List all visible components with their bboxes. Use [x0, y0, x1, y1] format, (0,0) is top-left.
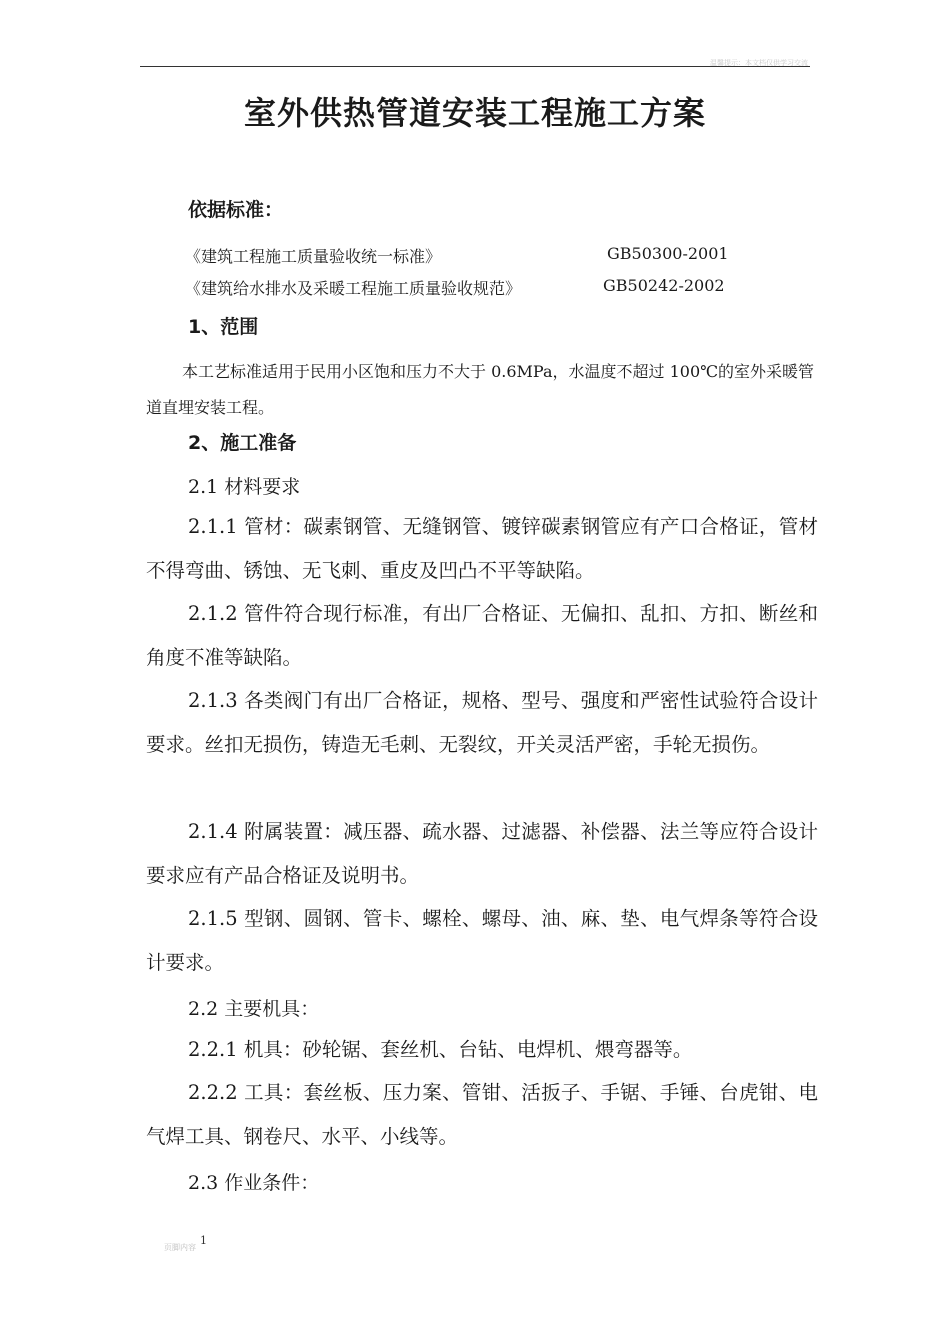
subsection-2-1-heading: 2.1 材料要求	[188, 476, 301, 498]
paragraph-2-1-1: 2.1.1 管材：碳素钢管、无缝钢管、镀锌碳素钢管应有产口合格证，管材不得弯曲、锈蚀、无飞刺、重皮及凹凸不平等缺陷。	[146, 515, 818, 582]
basis-heading: 依据标准：	[188, 199, 284, 221]
section-1-heading: 1、范围	[188, 316, 259, 338]
standard-line-2	[185, 276, 725, 299]
paragraph-2-2-1: 2.2.1 机具：砂轮锯、套丝机、台钻、电焊机、煨弯器等。	[188, 1038, 693, 1061]
paragraph-2-1-5: 2.1.5 型钢、圆钢、管卡、螺栓、螺母、油、麻、垫、电气焊条等符合设计要求。	[146, 907, 818, 974]
paragraph-2-1-3: 2.1.3 各类阀门有出厂合格证，规格、型号、强度和严密性试验符合设计要求。丝扣无损伤，铸造无毛刺、无裂纹，开关灵活严密，手轮无损伤。	[146, 689, 818, 756]
standard-code: GB50242-2002	[603, 276, 725, 295]
paragraph-2-1-4: 2.1.4 附属装置：减压器、疏水器、过滤器、补偿器、法兰等应符合设计要求应有产品合格证及说明书。	[146, 820, 818, 887]
subsection-2-2-heading: 2.2 主要机具：	[188, 998, 320, 1020]
paragraph-2-2-2: 2.2.2 工具：套丝板、压力案、管钳、活扳子、手锯、手锤、台虎钳、电气焊工具、钢卷尺、水平、小线等。	[146, 1081, 818, 1148]
section-1-text: 本工艺标准适用于民用小区饱和压力不大于 0.6MPa，水温度不超过 100℃的室外采暖管道直埋安装工程。	[146, 362, 815, 417]
section-2-heading: 2、施工准备	[188, 432, 297, 454]
standard-line-1	[185, 244, 729, 267]
standard-name: 《建筑工程施工质量验收统一标准》	[185, 247, 442, 266]
header-watermark-text: 温馨提示：本文档仅供学习交流	[710, 59, 808, 67]
paragraph-2-1-2: 2.1.2 管件符合现行标准，有出厂合格证、无偏扣、乱扣、方扣、断丝和角度不准等缺陷。	[146, 602, 818, 669]
standard-code: GB50300-2001	[607, 244, 729, 263]
standard-name: 《建筑给水排水及采暖工程施工质量验收规范》	[185, 279, 522, 298]
page-number: 1	[200, 1234, 207, 1247]
subsection-2-3-heading: 2.3 作业条件：	[188, 1172, 320, 1194]
footer-text: 页脚内容	[164, 1243, 196, 1252]
document-title: 室外供热管道安装工程施工方案	[243, 94, 706, 132]
